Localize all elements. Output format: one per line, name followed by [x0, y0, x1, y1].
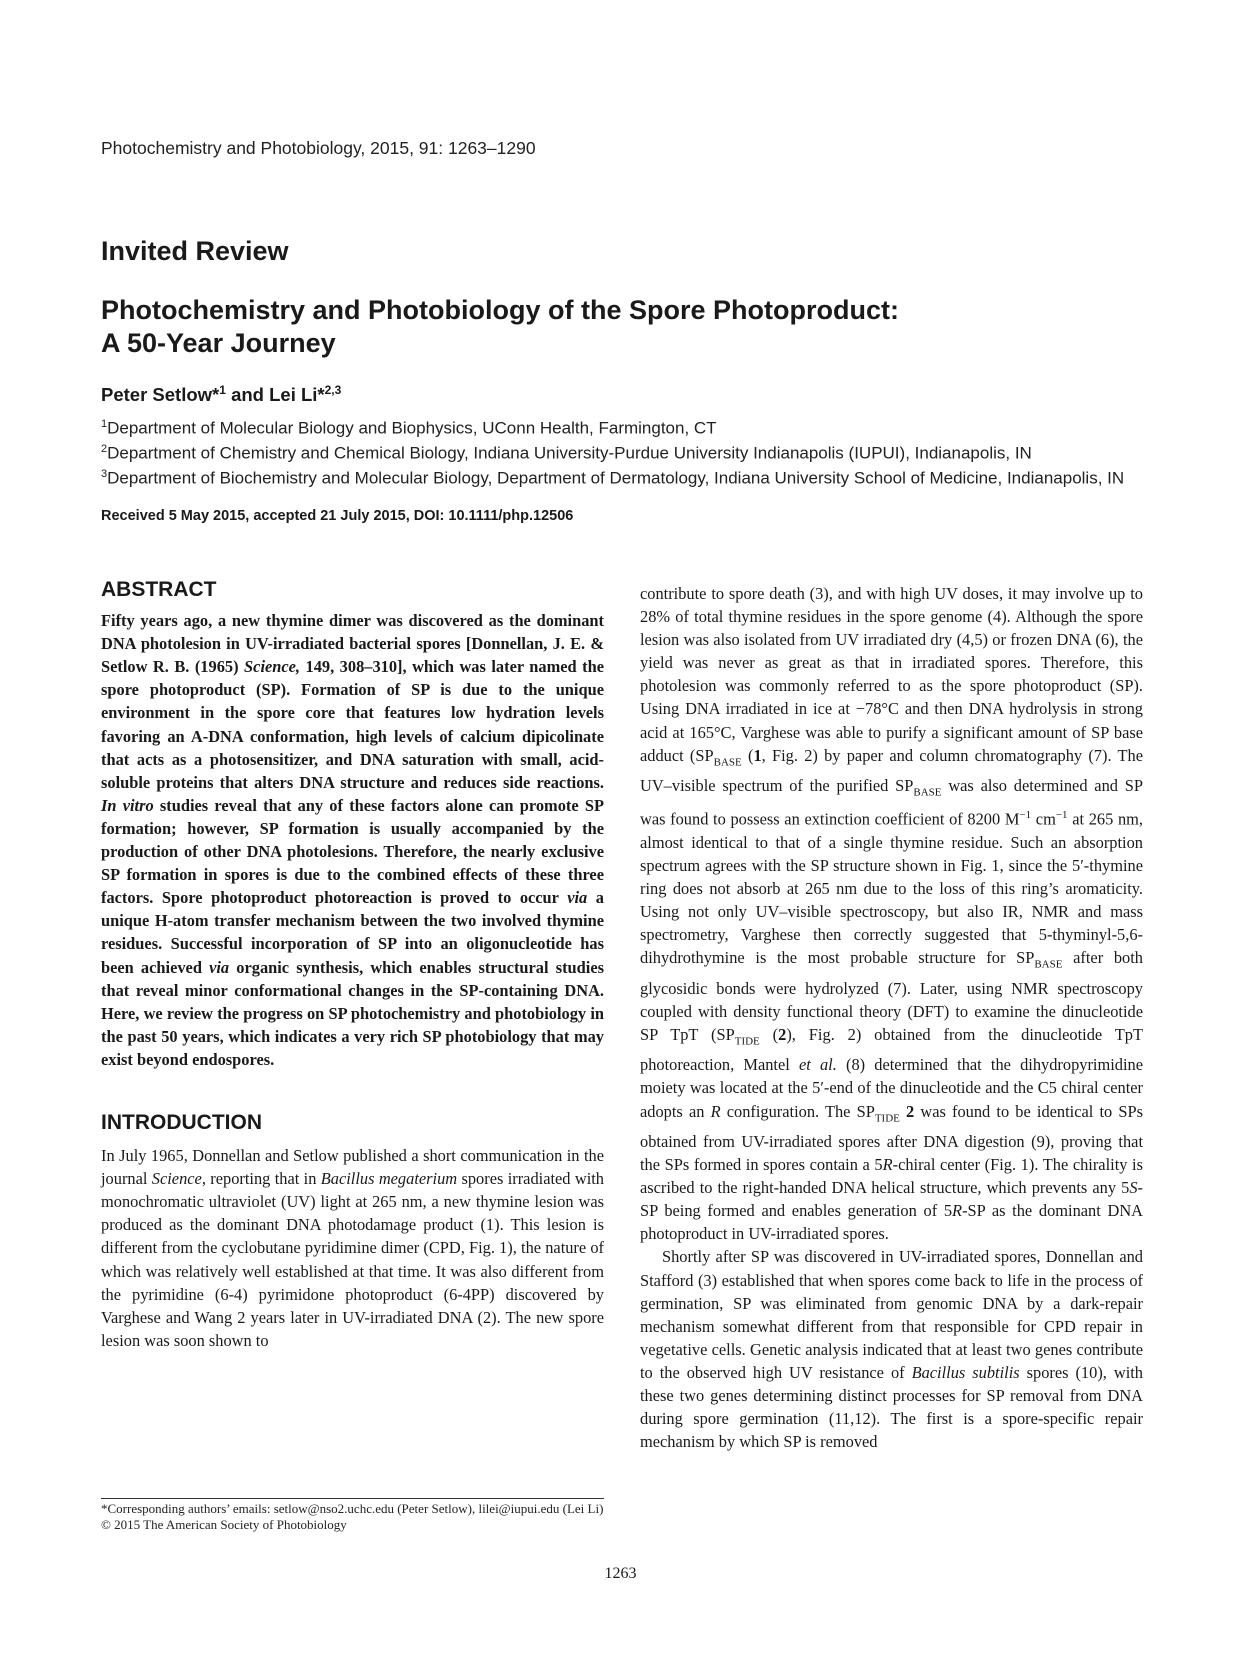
- text-run: configuration. The SP: [720, 1101, 875, 1121]
- text-run: Science,: [244, 657, 301, 677]
- text-run: R: [952, 1201, 963, 1221]
- received-doi-line: Received 5 May 2015, accepted 21 July 2015, DOI: 10.1111/php.12506: [101, 508, 574, 524]
- text-run: R: [882, 1155, 893, 1175]
- text-run: , reporting that in: [201, 1169, 321, 1189]
- affiliation-number: 1: [101, 418, 108, 430]
- body-paragraph: [640, 1245, 1143, 1453]
- section-label: Invited Review: [101, 236, 289, 266]
- text-run: R: [710, 1101, 721, 1121]
- text-run: BASE: [913, 786, 942, 799]
- right-column: [640, 582, 1143, 1453]
- author-connector: and: [225, 384, 270, 406]
- abstract-heading: ABSTRACT: [101, 578, 217, 601]
- text-run: -chiral center (Fig. 1). The chirality is ascribed to the right-handed DNA helical structure, which prevents any 5: [640, 1155, 1143, 1198]
- left-column: [101, 578, 604, 1352]
- author-affiliation-mark: 2,3: [324, 383, 342, 397]
- text-run: -SP as the dominant DNA photoproduct in UV-irradiated spores.: [640, 1201, 1144, 1244]
- text-run: et al.: [798, 1055, 837, 1075]
- text-run: , Fig. 2) by paper and column chromatography (7). The UV–visible spectrum of the purified SP: [640, 745, 1143, 796]
- text-run: (: [759, 1025, 779, 1044]
- affiliations: [101, 414, 1161, 489]
- text-run: In July 1965, Donnellan and Setlow published a short communication in the journal: [101, 1146, 604, 1189]
- text-run: TIDE: [874, 1111, 900, 1124]
- copyright-note: © 2015 The American Society of Photobiology: [101, 1517, 347, 1532]
- text-run: spores (10), with these two genes determining distinct processes for SP removal from DNA during spore germination (11,12). The first is a spore-specific repair mechanism by which SP is removed: [640, 1362, 1143, 1452]
- text-run: contribute to spore death (3), and with high UV doses, it may involve up to 28% of total thymine residues in the spore genome (4). Although the spore lesion was also isolated from UV irradiated dry (4,5) or frozen DNA (6), the yield was never as great as that in irradiated spores. Therefore, this photolesion was commonly referred to as the spore photoproduct (SP). Using DNA irradiated in ice at −78°C and then DNA hydrolysis in strong acid at 165°C, Varghese was able to purify a significant amount of SP base adduct (SP: [640, 584, 1143, 765]
- affiliation: [101, 464, 1161, 489]
- text-run: spores irradiated with monochromatic ultraviolet (UV) light at 265 nm, a new thymine lesion was produced as the dominant DNA photodamage product (1). This lesion is different from the cyclobutane pyridimine dimer (CPD, Fig. 1), the nature of which was relatively well established at that time. It was also different from the pyrimidine (6-4) pyrimidone photoproduct (6-4PP) discovered by Varghese and Wang 2 years later in UV-irradiated DNA (2). The new spore lesion was soon shown to: [101, 1169, 604, 1350]
- text-run: was also determined and SP was found to possess an extinction coefficient of 8200 M: [640, 776, 1143, 829]
- text-run: Shortly after SP was discovered in UV-irradiated spores, Donnellan and Stafford (3) established that when spores come back to life in the process of germination, SP was eliminated from genomic DNA by a dark-repair mechanism somewhat different from that responsible for CPD repair in vegetative cells. Genetic analysis indicated that at least two genes contribute to the observed high UV resistance of: [640, 1247, 1143, 1382]
- text-run: BASE: [1034, 958, 1063, 971]
- page-number: 1263: [604, 1565, 637, 1582]
- affiliation-text: Department of Molecular Biology and Biophysics, UConn Health, Farmington, CT: [107, 418, 717, 438]
- text-run: −1: [1055, 809, 1068, 822]
- introduction-heading: INTRODUCTION: [101, 1110, 262, 1134]
- affiliation-number: 3: [101, 468, 108, 481]
- text-run: (: [741, 745, 754, 765]
- text-run: Fifty years ago, a new thymine dimer was discovered as the dominant DNA photolesion in UV-irradiated bacterial spores [Donnellan, J. E. & Setlow R. B. (1965): [101, 611, 604, 677]
- affiliation-number: 2: [101, 443, 108, 456]
- text-run: TIDE: [734, 1035, 760, 1048]
- text-run: was found to be identical to SPs obtained from UV-irradiated spores after DNA digestion (9), proving that the SPs formed in spores contain a 5: [640, 1101, 1143, 1175]
- text-run: 1: [753, 745, 762, 765]
- text-run: at 265 nm, almost identical to that of a single thymine residue. Such an absorption spectrum agrees with the SP structure shown in Fig. 1, since the 5′-thymine ring does not absorb at 265 nm due to the loss of this ring’s aromaticity. Using not only UV–visible spectroscopy, but also IR, NMR and mass spectrometry, Varghese then correctly suggested that 5-thyminyl-5,6-dihydrothymine is the most probable structure for SP: [640, 809, 1143, 968]
- author-affiliation-mark: 1: [219, 383, 226, 397]
- text-run: Science: [151, 1169, 202, 1189]
- affiliation: [101, 439, 1161, 464]
- text-run: 2: [778, 1025, 787, 1044]
- author-name: Lei Li*: [269, 384, 325, 406]
- text-run: organic synthesis, which enables structural studies that reveal minor conformational changes in the SP-containing DNA. Here, we review the progress on SP photochemistry and photobiology in the past 50 years, which indicates a very rich SP photobiology that may exist beyond endospores.: [101, 957, 604, 1069]
- text-run: ), Fig. 2) obtained from the dinucleotide TpT photoreaction, Mantel: [640, 1025, 1144, 1075]
- text-run: (8) determined that the dihydropyrimidine moiety was located at the 5′-end of the dinucleotide and the C5 chiral center adopts an: [640, 1055, 1144, 1121]
- author-list: [101, 383, 341, 406]
- text-run: 2: [906, 1101, 915, 1121]
- text-run: via: [209, 957, 230, 977]
- text-run: 149, 308–310], which was later named the spore photoproduct (SP). Formation of SP is due to the unique environment in the spore core that features low hydration levels favoring an A-DNA conformation, high levels of calcium dipicolinate that acts as a photosensitizer, and DNA saturation with small, acid-soluble proteins that alters DNA structure and reduces side reactions.: [101, 657, 604, 792]
- article-title: [101, 294, 1101, 360]
- text-run: −1: [1019, 809, 1032, 822]
- abstract-body: [101, 609, 604, 1071]
- affiliation: [101, 414, 1161, 439]
- text-run: Bacillus subtilis: [911, 1362, 1020, 1382]
- author-name: Peter Setlow*: [101, 384, 220, 406]
- text-run: -SP being formed and enables generation of 5: [640, 1178, 1143, 1221]
- text-run: after both glycosidic bonds were hydrolyzed (7). Later, using NMR spectroscopy coupled with density functional theory (DFT) to examine the dinucleotide SP TpT (SP: [640, 948, 1143, 1044]
- footnote-divider: [101, 1498, 604, 1499]
- title-line-2: A 50-Year Journey: [101, 328, 336, 358]
- journal-citation: Photochemistry and Photobiology, 2015, 91: 1263–1290: [101, 138, 536, 158]
- text-run: S: [1129, 1178, 1138, 1198]
- text-run: Bacillus megaterium: [320, 1169, 458, 1189]
- text-run: studies reveal that any of these factors alone can promote SP formation; however, SP formation is usually accompanied by the production of other DNA photolesions. Therefore, the nearly exclusive SP formation in spores is due to the combined effects of these three factors. Spore photoproduct photoreaction is proved to occur: [101, 795, 604, 908]
- text-run: cm: [1031, 809, 1056, 829]
- body-paragraph: [640, 582, 1143, 1245]
- text-run: via: [567, 888, 588, 908]
- text-run: BASE: [713, 755, 742, 768]
- corresponding-author-note: *Corresponding authors’ emails: setlow@nso2.uchc.edu (Peter Setlow), lilei@iupui.edu (Lei Li): [101, 1501, 604, 1516]
- introduction-paragraph: [101, 1144, 604, 1352]
- footnotes: [101, 1501, 604, 1533]
- title-line-1: Photochemistry and Photobiology of the Spore Photoproduct:: [101, 295, 899, 325]
- affiliation-text: Department of Chemistry and Chemical Biology, Indiana University-Purdue University Indianapolis (IUPUI), Indianapolis, IN: [107, 443, 1032, 463]
- text-run: In vitro: [101, 795, 154, 815]
- affiliation-text: Department of Biochemistry and Molecular Biology, Department of Dermatology, Indiana University School of Medicine, Indianapolis, IN: [107, 468, 1125, 488]
- text-run: a unique H-atom transfer mechanism between the two involved thymine residues. Successful incorporation of SP into an oligonucleotide has been achieved: [101, 888, 604, 977]
